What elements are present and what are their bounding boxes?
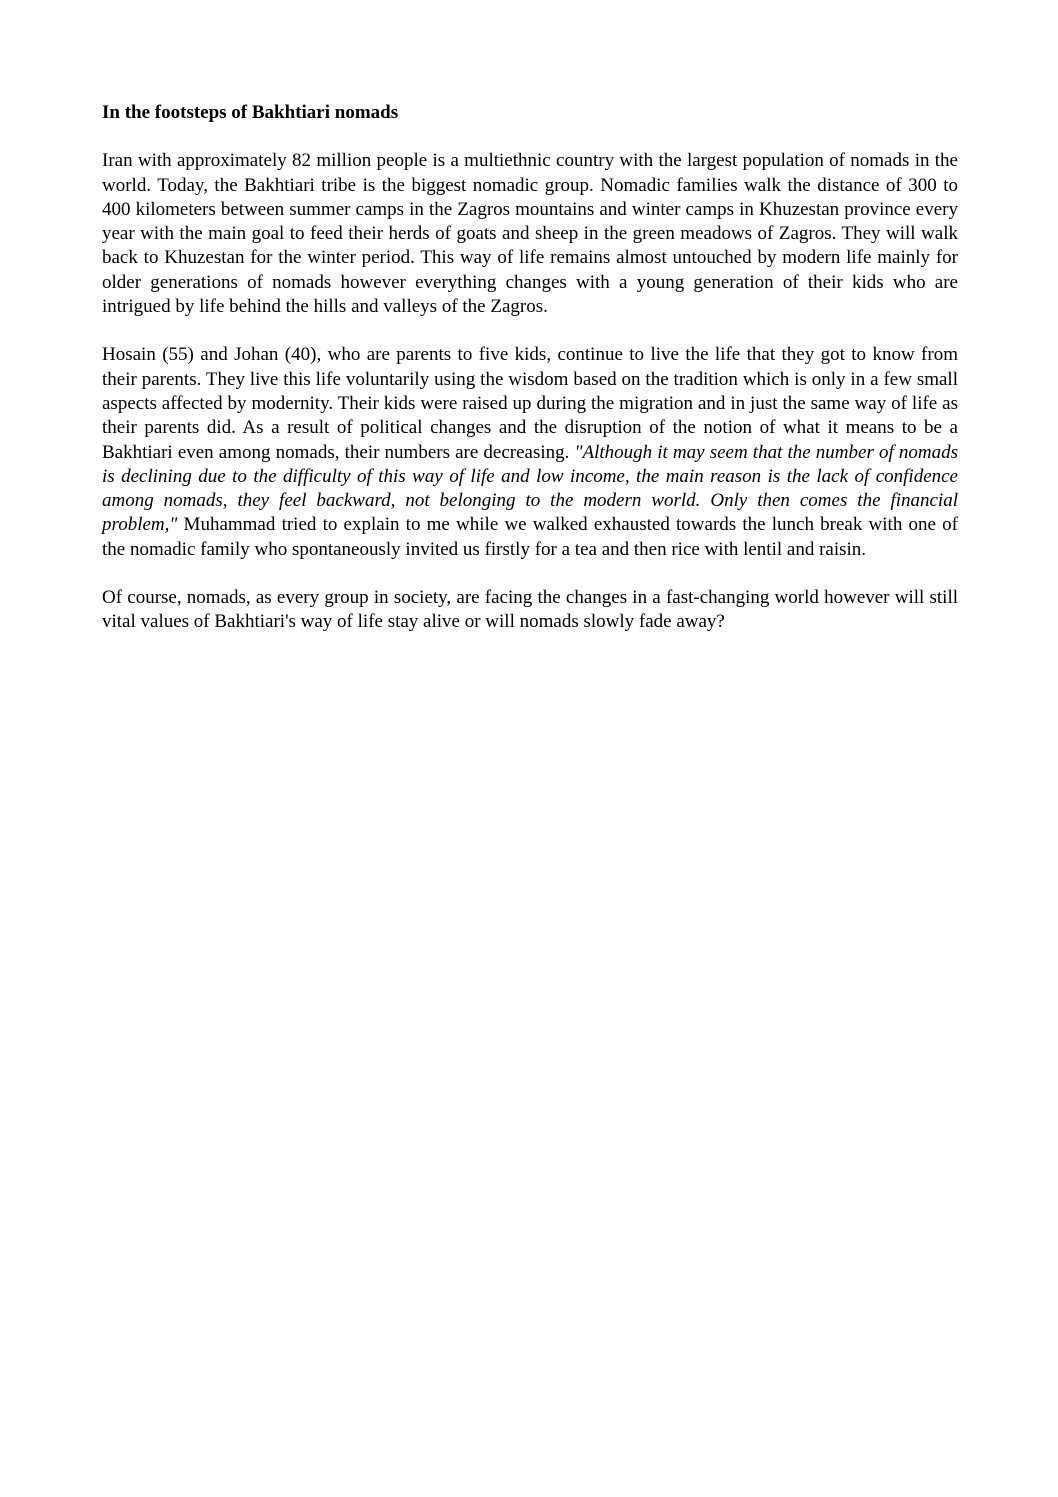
paragraph-family bbox=[102, 343, 958, 562]
quote-muhammad: "Although it may seem that the number of nomads is declining due to the difficulty of this way of life and low income, the main reason is the lack of confidence among nomads, they feel backward, not belonging to the modern world. Only then comes the financial problem," bbox=[102, 441, 958, 536]
document-title: In the footsteps of Bakhtiari nomads bbox=[102, 102, 399, 123]
paragraph-family-start: Hosain (55) and Johan (40), who are parents to five kids, continue to live the life that they got to know from their parents. They live this life voluntarily using the wisdom based on the tradition which is only in a few small aspects affected by modernity. Their kids were raised up during the migration and in just the same way of life as their parents did. As a result of political changes and the disruption of the notion of what it means to be a Bakhtiari even among nomads, their numbers are decreasing. bbox=[102, 344, 958, 463]
document-body bbox=[102, 101, 958, 659]
paragraph-intro: Iran with approximately 82 million people is a multiethnic country with the largest population of nomads in the world. Today, the Bakhtiari tribe is the biggest nomadic group. Nomadic families walk the distance of 300 to 400 kilometers between summer camps in the Zagros mountains and winter camps in Khuzestan province every year with the main goal to feed their herds of goats and sheep in the green meadows of Zagros. They will walk back to Khuzestan for the winter period. This way of life remains almost untouched by modern life mainly for older generations of nomads however everything changes with a young generation of their kids who are intrigued by life behind the hills and valleys of the Zagros. bbox=[102, 150, 958, 318]
paragraph-conclusion: Of course, nomads, as every group in society, are facing the changes in a fast-changing world however will still vital values of Bakhtiari's way of life stay alive or will nomads slowly fade away? bbox=[102, 587, 958, 633]
paragraph-family-end: Muhammad tried to explain to me while we walked exhausted towards the lunch break with one of the nomadic family who spontaneously invited us firstly for a tea and then rice with lentil and raisin. bbox=[102, 514, 958, 560]
